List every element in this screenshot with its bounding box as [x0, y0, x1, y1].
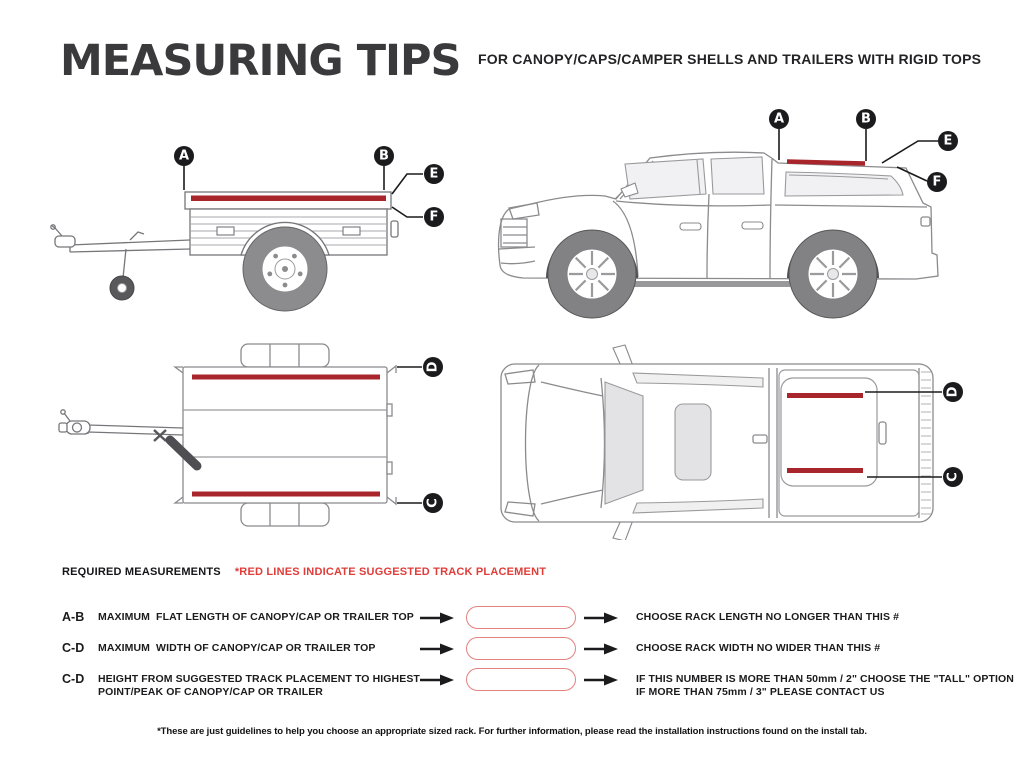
- measurement-value-box: [466, 668, 576, 691]
- measurement-result: IF THIS NUMBER IS MORE THAN 50mm / 2" CHOOSE THE "TALL" OPTION IF MORE THAN 75mm / 3" PLEASE CONTACT US: [636, 673, 1014, 698]
- truck-top-body: [501, 364, 933, 522]
- marker-d-label: D: [425, 361, 441, 373]
- arrow-right-icon: [584, 674, 618, 686]
- marker-a-label: A: [773, 111, 785, 127]
- track-placement-line: [191, 196, 386, 202]
- marker-b-label: B: [379, 148, 389, 164]
- marker-e-label: E: [429, 166, 439, 182]
- marker-leader-lines: [397, 367, 422, 503]
- trailer-side-view: [50, 128, 460, 318]
- trailer-top-view: [50, 340, 460, 540]
- measurement-row-ab: [62, 605, 1002, 629]
- truck-top-view: [475, 340, 1005, 540]
- arrow-right-icon: [420, 643, 454, 655]
- measurement-row-cd-width: [62, 636, 1002, 660]
- measurement-row-cd-height: [62, 667, 1014, 699]
- trailer-top-body: [175, 344, 396, 526]
- arrow-right-icon: [584, 643, 618, 655]
- marker-b-label: B: [861, 111, 871, 127]
- track-placement-line: [787, 393, 863, 398]
- door-handle: [680, 223, 701, 230]
- arrow-right-icon: [584, 612, 618, 624]
- measurement-value-box: [466, 637, 576, 660]
- marker-d-label: D: [945, 386, 961, 398]
- page-title: MEASURING TIPS: [60, 36, 461, 86]
- required-measurements-label: REQUIRED MEASUREMENTS: [62, 566, 221, 578]
- measurement-result: CHOOSE RACK WIDTH NO WIDER THAN THIS #: [636, 642, 881, 654]
- measurement-description: MAXIMUM WIDTH OF CANOPY/CAP OR TRAILER TOP: [98, 642, 376, 654]
- marker-c-label: C: [945, 472, 961, 482]
- marker-f-label: F: [932, 174, 942, 190]
- measurement-key: A-B: [62, 610, 85, 624]
- page-subtitle: FOR CANOPY/CAPS/CAMPER SHELLS AND TRAILERS WITH RIGID TOPS: [478, 51, 982, 67]
- trailer-drawbar: [51, 225, 190, 278]
- marker-a-label: A: [178, 148, 190, 164]
- marker-c-label: C: [425, 498, 441, 508]
- door-handle: [742, 222, 763, 229]
- red-lines-note: *RED LINES INDICATE SUGGESTED TRACK PLACEMENT: [234, 566, 547, 578]
- arrow-right-icon: [420, 674, 454, 686]
- measurement-description: MAXIMUM FLAT LENGTH OF CANOPY/CAP OR TRAILER TOP: [98, 611, 414, 623]
- measurement-description: HEIGHT FROM SUGGESTED TRACK PLACEMENT TO HIGHEST POINT/PEAK OF CANOPY/CAP OR TRAILER: [98, 673, 420, 698]
- track-placement-line: [192, 375, 380, 380]
- measurement-result: CHOOSE RACK LENGTH NO LONGER THAN THIS #: [636, 611, 900, 623]
- footnote: *These are just guidelines to help you choose an appropriate sized rack. For further information, please read the installation instructions found on the install tab.: [157, 726, 867, 737]
- trailer-wheel: [243, 227, 327, 311]
- marker-e-label: E: [943, 133, 953, 149]
- arrow-right-icon: [420, 612, 454, 624]
- side-step: [625, 281, 790, 287]
- track-placement-line: [787, 468, 863, 473]
- front-wheel: [548, 230, 636, 318]
- measurement-key: C-D: [62, 672, 85, 686]
- measurement-key: C-D: [62, 641, 85, 655]
- track-placement-line: [192, 492, 380, 497]
- marker-f-label: F: [429, 209, 439, 225]
- rear-wheel: [789, 230, 877, 318]
- measurement-rows: [62, 605, 1014, 706]
- measurement-value-box: [466, 606, 576, 629]
- legend: [62, 566, 546, 578]
- track-placement-line: [787, 162, 865, 164]
- truck-side-view: [475, 95, 1005, 320]
